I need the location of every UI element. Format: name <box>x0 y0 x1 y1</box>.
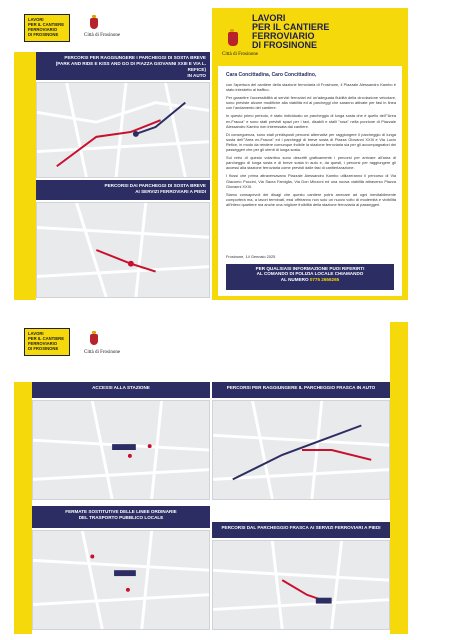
city-crest-icon <box>90 18 98 29</box>
letter-paragraph: In questo primo periodo, è stato individuato un parcheggio di lunga sosta che è quello dell'"Area ex-Fracca" e sono stati previsti spazi per i taxi, disabili e stalli "rosa" nella porzione di Piazzale Alessandro Kambo non interessata dal cantiere. <box>226 113 396 129</box>
city-name: Città di Frosinone <box>84 33 121 38</box>
flyer-page-letter <box>212 8 408 300</box>
route-map-car <box>36 82 210 178</box>
city-crest-icon <box>228 32 238 46</box>
frasca-car-map <box>212 400 390 500</box>
letter-paragraph: con l'apertura del cantiere della stazione ferroviaria di Frosinone, il Piazzale Alessandro Kambo è stato interdetto al traffico. <box>226 82 396 93</box>
section-banner-station-access <box>32 382 210 398</box>
banner-line: PERCORSI DAI PARCHEGGI DI SOSTA BREVE <box>104 183 206 188</box>
phone-number: 0775 2656265 <box>309 276 340 282</box>
project-label-line: FERROVIARIO <box>28 341 58 346</box>
yellow-side-bar <box>14 52 36 300</box>
info-line: PER QUALSIASI INFORMAZIONE PUOI RIFERIRTI <box>255 266 365 271</box>
banner-line: PERCORSI DAL PARCHEGGIO FRASCA AI SERVIZI FERROVIARI A PIEDI <box>221 525 381 530</box>
project-label-line: FERROVIARIO <box>28 27 58 32</box>
banner-line: DEL TRASPORTO PUBBLICO LOCALE <box>78 514 164 520</box>
letter-date: Frosinone, 14 Gennaio 2025 <box>226 254 276 259</box>
flyer-page-routes-short-stay <box>14 8 210 300</box>
bus-stops-map <box>32 530 210 630</box>
letter-paragraph: Sul retro di questo volantino sono descritti graficamente i percorsi per arrivare all'area di parcheggio di lunga sosta e di breve sosta in auto e, da questi, i percorsi per raggiungere gli accessi alla stazione ferroviaria come previsti dalle fasi di cantierizzazione. <box>226 155 396 171</box>
letter-paragraph: Per garantire l'accessibilità ai servizi ferroviari ed un'adeguata fluidità della circolazione veicolare, sono previste alcune modifiche alla viabilità ed ai parcheggi che saranno attivate per fasi in linea con l'andamento del cantiere. <box>226 95 396 111</box>
yellow-side-bar <box>14 382 32 634</box>
project-label-box <box>24 328 70 356</box>
station-access-map <box>32 400 210 500</box>
section-banner-frasca-walk <box>212 522 390 538</box>
info-line: AL COMANDO DI POLIZIA LOCALE CHIAMANDO <box>256 271 364 277</box>
project-label-line: LAVORI <box>28 17 44 22</box>
project-label-line: DI FROSINONE <box>28 346 59 351</box>
banner-line: (PARK AND RIDE E KISS AND GO DI PIAZZA GIOVANNI XXIII E VIA L. REFICE) <box>55 61 206 72</box>
city-crest-icon <box>90 334 98 345</box>
banner-line: AI SERVIZI FERROVIARI A PIEDI <box>135 189 206 194</box>
section-banner-frasca-car <box>212 382 390 398</box>
project-label-box <box>24 14 70 42</box>
title-line: FERROVIARIO <box>252 31 315 41</box>
project-label-line: PER IL CANTIERE <box>28 336 64 341</box>
info-line: AL NUMERO <box>280 276 309 282</box>
banner-line: IN AUTO <box>187 73 206 78</box>
letter-paragraph: Di conseguenza, sono stati predisposti percorsi alternativi per raggiungere il parcheggio di lunga sosta dell'"Area ex-Fracca" ed i parcheggi di breve sosta di Piazza Giovanni XXIII e Via Lucio Refice, in modo da rendere comunque fruibile la stazione ferroviaria sia per gli accompagnatori dei passeggeri che per gli utenti di lunga sosta. <box>226 131 396 153</box>
title-line: DI FROSINONE <box>252 40 318 50</box>
section-banner-short-stay-car <box>36 52 210 80</box>
flyer-page-station-access <box>14 322 210 634</box>
title-line: LAVORI <box>252 13 286 23</box>
banner-line: PERCORSI PER RAGGIUNGERE I PARCHEGGI DI SOSTA BREVE <box>64 55 206 60</box>
flyer-title <box>252 14 402 64</box>
project-label-line: PER IL CANTIERE <box>28 22 64 27</box>
project-label-line: LAVORI <box>28 331 44 336</box>
section-banner-bus-stops <box>32 506 210 528</box>
project-label-line: DI FROSINONE <box>28 32 59 37</box>
flyer-page-frasca-routes <box>212 322 408 634</box>
letter-body <box>226 82 396 210</box>
title-line: PER IL CANTIERE <box>252 22 330 32</box>
letter-panel <box>218 66 402 296</box>
city-name: Città di Frosinone <box>84 350 121 355</box>
banner-line: FERMATE SOSTITUTIVE DELLE LINEE ORDINARIE <box>65 509 177 514</box>
yellow-side-bar <box>390 322 408 634</box>
letter-paragraph: Siamo consapevoli dei disagi che questo cantiere potrà arrecare ad ogni inevitabilmente comporterà ma, a lavori terminati, essi offriranno non solo un nuovo volto di modernità e vivibilità all'intero quartiere ma anche una migliore fruibilità della stazione ferroviaria ai passeggeri. <box>226 191 396 207</box>
banner-line: PERCORSI PER RAGGIUNGERE IL PARCHEGGIO FRASCA IN AUTO <box>226 385 376 390</box>
banner-line: ACCESSI ALLA STAZIONE <box>92 385 150 390</box>
frasca-walk-map <box>212 540 390 630</box>
info-contact-box <box>226 264 394 290</box>
section-banner-walk <box>36 180 210 200</box>
city-name: Città di Frosinone <box>222 52 259 57</box>
route-map-walk <box>36 202 210 298</box>
letter-paragraph: I flussi che prima attraversavano Piazzale Alessandro Kambo utilizzeranno il percorso di Via Giacomo Puccini, Via Sacra Famiglia, Via Don Minzoni ed una nuova viabilità attraverso Piazza Giovanni XXIII. <box>226 173 396 189</box>
letter-greeting: Cara Concittadina, Caro Concittadino, <box>226 72 317 78</box>
